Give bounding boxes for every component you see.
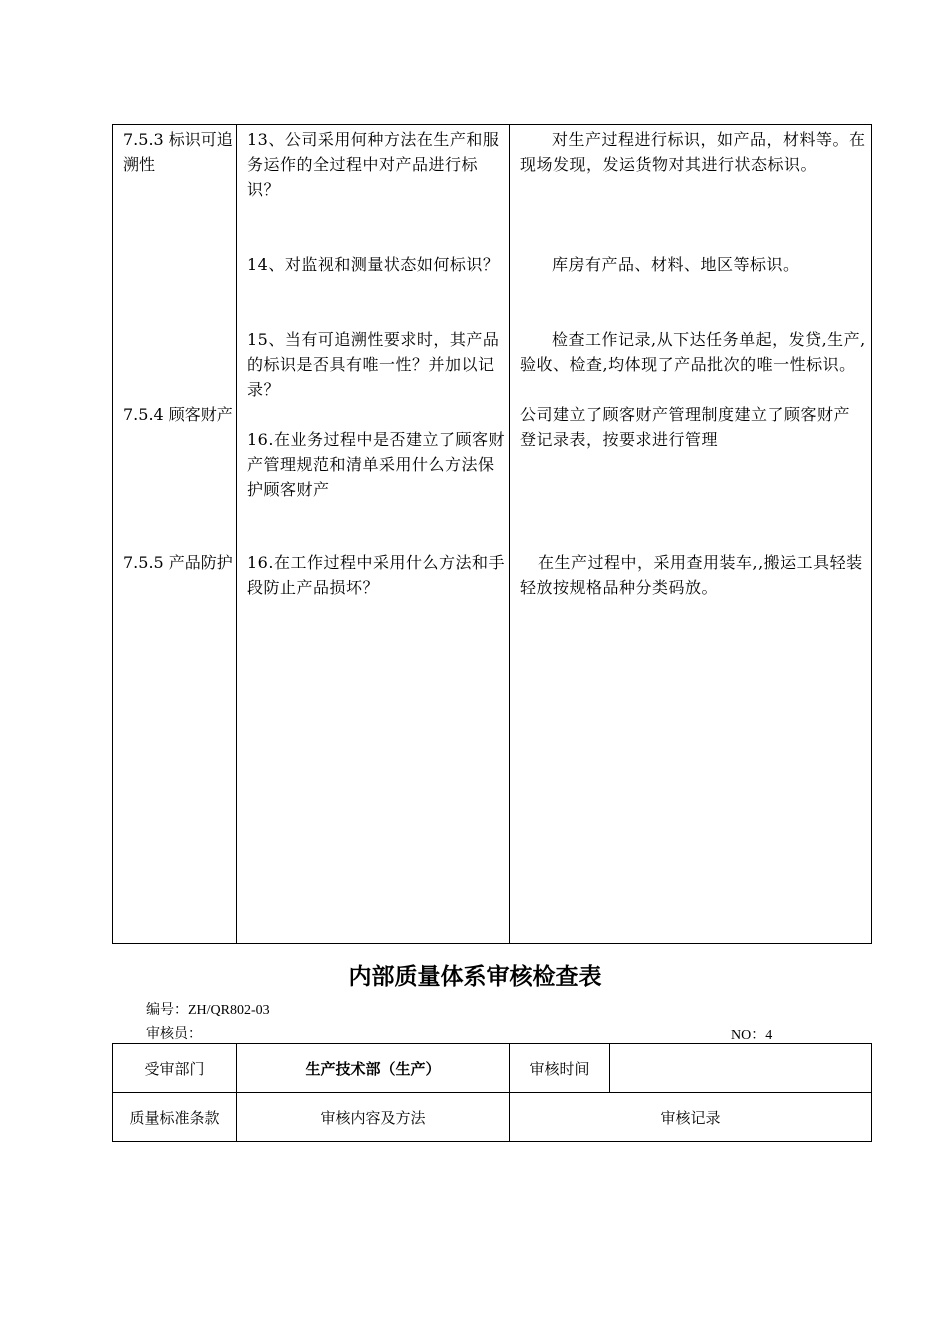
- record-15: 检查工作记录,从下达任务单起，发贷,生产,验收、检查,均体现了产品批次的唯一性标识。: [520, 330, 866, 374]
- column-header-row: [113, 1093, 872, 1142]
- time-label: 审核时间: [510, 1044, 610, 1093]
- question-cell: [237, 125, 510, 944]
- question-16b: 16.在工作过程中采用什么方法和手段防止产品损坏？: [247, 553, 505, 597]
- dept-label: 受审部门: [113, 1044, 237, 1093]
- col-clause-header: 质量标准条款: [113, 1093, 237, 1142]
- question-15: 15、当有可追溯性要求时，其产品的标识是否具有唯一性？并加以记录？: [247, 330, 500, 399]
- record-cell: [510, 125, 872, 944]
- record-14: 库房有产品、材料、地区等标识。: [552, 255, 800, 274]
- clause-cell: [113, 125, 237, 944]
- clause-7-5-3: 7.5.3 标识可追溯性: [123, 130, 233, 174]
- col-record-header: 审核记录: [510, 1093, 872, 1142]
- audit-header-table: [112, 1043, 872, 1142]
- dept-row: [113, 1044, 872, 1093]
- record-16a: 公司建立了顾客财产管理制度建立了顾客财产登记录表，按要求进行管理: [520, 405, 851, 449]
- auditor-label: 审核员：: [146, 1027, 202, 1042]
- record-13: 对生产过程进行标识，如产品，材料等。在现场发现，发运货物对其进行状态标识。: [520, 130, 866, 174]
- dept-value: 生产技术部（生产）: [237, 1044, 510, 1093]
- form-number: NO：4: [731, 1028, 773, 1043]
- question-13: 13、公司采用何种方法在生产和服务运作的全过程中对产品进行标识？: [247, 130, 500, 199]
- col-content-header: 审核内容及方法: [237, 1093, 510, 1142]
- question-14: 14、对监视和测量状态如何标识？: [247, 255, 500, 274]
- page-title: 内部质量体系审核检查表: [348, 964, 602, 990]
- audit-table-continued: [112, 124, 872, 944]
- clause-7-5-5: 7.5.5 产品防护: [123, 553, 233, 572]
- record-16b: 在生产过程中，采用查用装车,,搬运工具轻装轻放按规格品种分类码放。: [520, 553, 863, 597]
- clause-7-5-4: 7.5.4 顾客财产: [123, 405, 233, 424]
- time-value: [610, 1044, 872, 1093]
- form-code: 编号：ZH/QR802-03: [146, 1003, 270, 1018]
- question-16a: 16.在业务过程中是否建立了顾客财产管理规范和清单采用什么方法保护顾客财产: [247, 430, 505, 499]
